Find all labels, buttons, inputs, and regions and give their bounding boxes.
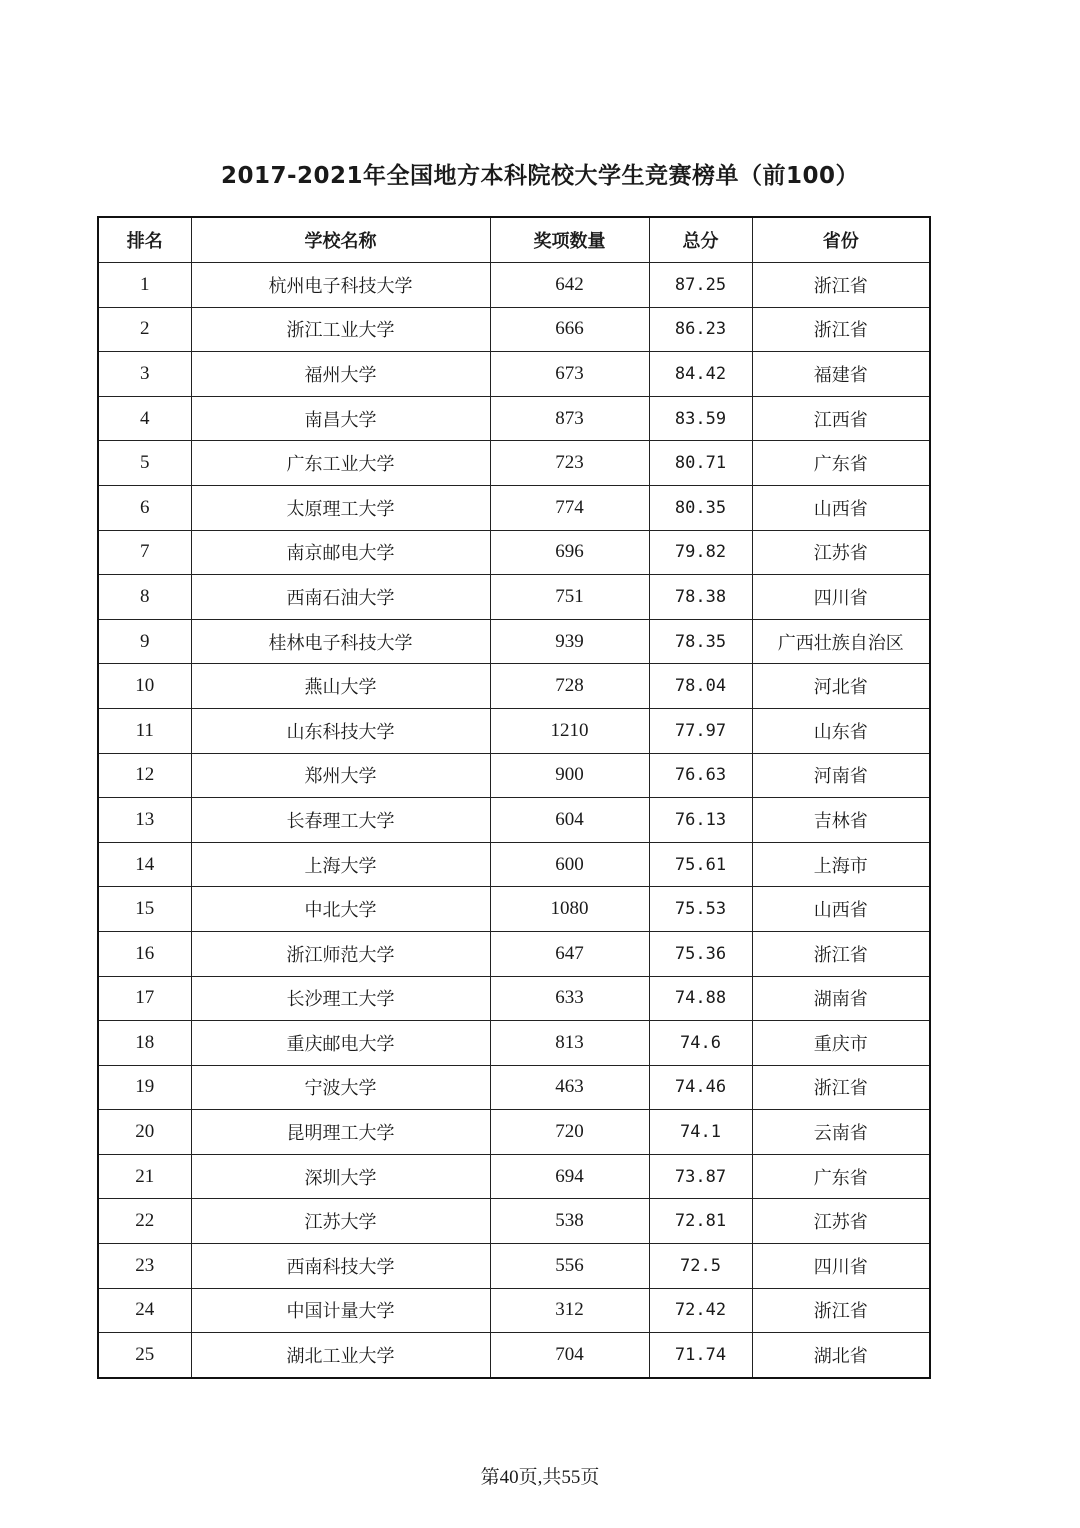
table-row [98, 842, 930, 887]
school-name-cell: 西南科技大学 [191, 1244, 490, 1289]
table-row [98, 263, 930, 308]
page-title: 2017-2021年全国地方本科院校大学生竞赛榜单（前100） [220, 163, 860, 189]
rank-cell: 14 [98, 842, 191, 887]
province-cell: 江西省 [752, 396, 930, 441]
table-row [98, 1021, 930, 1066]
total-score-cell: 76.13 [649, 798, 752, 843]
school-name-cell: 燕山大学 [191, 664, 490, 709]
table-row [98, 441, 930, 486]
total-score-cell: 84.42 [649, 352, 752, 397]
province-cell: 广东省 [752, 1154, 930, 1199]
school-name-cell: 桂林电子科技大学 [191, 619, 490, 664]
header-rank: 排名 [98, 217, 191, 263]
award-count-cell: 556 [490, 1244, 649, 1289]
rank-cell: 23 [98, 1244, 191, 1289]
rank-cell: 5 [98, 441, 191, 486]
rank-cell: 12 [98, 753, 191, 798]
table-row [98, 931, 930, 976]
rank-cell: 21 [98, 1154, 191, 1199]
province-cell: 浙江省 [752, 931, 930, 976]
total-score-cell: 80.35 [649, 485, 752, 530]
table-row [98, 1288, 930, 1333]
rank-cell: 20 [98, 1110, 191, 1155]
rank-cell: 1 [98, 263, 191, 308]
total-score-cell: 75.53 [649, 887, 752, 932]
table-row [98, 485, 930, 530]
table-row [98, 1244, 930, 1289]
total-score-cell: 87.25 [649, 263, 752, 308]
rank-cell: 24 [98, 1288, 191, 1333]
province-cell: 江苏省 [752, 530, 930, 575]
school-name-cell: 江苏大学 [191, 1199, 490, 1244]
school-name-cell: 中国计量大学 [191, 1288, 490, 1333]
province-cell: 江苏省 [752, 1199, 930, 1244]
school-name-cell: 福州大学 [191, 352, 490, 397]
table-row [98, 976, 930, 1021]
province-cell: 浙江省 [752, 1065, 930, 1110]
total-score-cell: 78.04 [649, 664, 752, 709]
award-count-cell: 1080 [490, 887, 649, 932]
table-row [98, 619, 930, 664]
award-count-cell: 604 [490, 798, 649, 843]
rank-cell: 17 [98, 976, 191, 1021]
province-cell: 浙江省 [752, 307, 930, 352]
header-school-name: 学校名称 [191, 217, 490, 263]
school-name-cell: 郑州大学 [191, 753, 490, 798]
award-count-cell: 696 [490, 530, 649, 575]
school-name-cell: 上海大学 [191, 842, 490, 887]
rank-cell: 25 [98, 1333, 191, 1378]
total-score-cell: 80.71 [649, 441, 752, 486]
rank-cell: 11 [98, 708, 191, 753]
province-cell: 四川省 [752, 575, 930, 620]
province-cell: 吉林省 [752, 798, 930, 843]
total-score-cell: 72.81 [649, 1199, 752, 1244]
award-count-cell: 694 [490, 1154, 649, 1199]
province-cell: 山西省 [752, 887, 930, 932]
award-count-cell: 774 [490, 485, 649, 530]
total-score-cell: 78.35 [649, 619, 752, 664]
total-score-cell: 71.74 [649, 1333, 752, 1378]
school-name-cell: 湖北工业大学 [191, 1333, 490, 1378]
rank-cell: 16 [98, 931, 191, 976]
award-count-cell: 723 [490, 441, 649, 486]
award-count-cell: 463 [490, 1065, 649, 1110]
total-score-cell: 75.36 [649, 931, 752, 976]
award-count-cell: 939 [490, 619, 649, 664]
province-cell: 湖北省 [752, 1333, 930, 1378]
total-score-cell: 77.97 [649, 708, 752, 753]
table-row [98, 798, 930, 843]
award-count-cell: 1210 [490, 708, 649, 753]
table-row [98, 352, 930, 397]
table-row [98, 396, 930, 441]
table-row [98, 1199, 930, 1244]
school-name-cell: 浙江工业大学 [191, 307, 490, 352]
rank-cell: 8 [98, 575, 191, 620]
rank-cell: 19 [98, 1065, 191, 1110]
province-cell: 河北省 [752, 664, 930, 709]
rank-cell: 18 [98, 1021, 191, 1066]
table-row [98, 307, 930, 352]
total-score-cell: 74.46 [649, 1065, 752, 1110]
table-row [98, 887, 930, 932]
award-count-cell: 600 [490, 842, 649, 887]
rank-cell: 22 [98, 1199, 191, 1244]
award-count-cell: 720 [490, 1110, 649, 1155]
page-number: 第40页,共55页 [480, 1467, 600, 1488]
school-name-cell: 南京邮电大学 [191, 530, 490, 575]
school-name-cell: 长春理工大学 [191, 798, 490, 843]
table-row [98, 708, 930, 753]
table-row [98, 530, 930, 575]
school-name-cell: 浙江师范大学 [191, 931, 490, 976]
rank-cell: 4 [98, 396, 191, 441]
award-count-cell: 751 [490, 575, 649, 620]
total-score-cell: 76.63 [649, 753, 752, 798]
award-count-cell: 647 [490, 931, 649, 976]
ranking-table [97, 216, 931, 1379]
province-cell: 云南省 [752, 1110, 930, 1155]
province-cell: 浙江省 [752, 263, 930, 308]
total-score-cell: 74.88 [649, 976, 752, 1021]
province-cell: 广西壮族自治区 [752, 619, 930, 664]
total-score-cell: 75.61 [649, 842, 752, 887]
school-name-cell: 杭州电子科技大学 [191, 263, 490, 308]
school-name-cell: 南昌大学 [191, 396, 490, 441]
school-name-cell: 山东科技大学 [191, 708, 490, 753]
table-row [98, 1333, 930, 1378]
header-province: 省份 [752, 217, 930, 263]
award-count-cell: 666 [490, 307, 649, 352]
award-count-cell: 704 [490, 1333, 649, 1378]
province-cell: 浙江省 [752, 1288, 930, 1333]
table-row [98, 1065, 930, 1110]
table-row [98, 1154, 930, 1199]
header-award-count: 奖项数量 [490, 217, 649, 263]
table-row [98, 753, 930, 798]
header-total-score: 总分 [649, 217, 752, 263]
award-count-cell: 633 [490, 976, 649, 1021]
award-count-cell: 873 [490, 396, 649, 441]
rank-cell: 15 [98, 887, 191, 932]
school-name-cell: 昆明理工大学 [191, 1110, 490, 1155]
school-name-cell: 太原理工大学 [191, 485, 490, 530]
award-count-cell: 538 [490, 1199, 649, 1244]
total-score-cell: 83.59 [649, 396, 752, 441]
total-score-cell: 72.5 [649, 1244, 752, 1289]
rank-cell: 13 [98, 798, 191, 843]
total-score-cell: 78.38 [649, 575, 752, 620]
total-score-cell: 86.23 [649, 307, 752, 352]
province-cell: 湖南省 [752, 976, 930, 1021]
province-cell: 广东省 [752, 441, 930, 486]
award-count-cell: 673 [490, 352, 649, 397]
total-score-cell: 72.42 [649, 1288, 752, 1333]
total-score-cell: 73.87 [649, 1154, 752, 1199]
school-name-cell: 长沙理工大学 [191, 976, 490, 1021]
total-score-cell: 74.6 [649, 1021, 752, 1066]
province-cell: 重庆市 [752, 1021, 930, 1066]
province-cell: 山西省 [752, 485, 930, 530]
award-count-cell: 728 [490, 664, 649, 709]
rank-cell: 7 [98, 530, 191, 575]
school-name-cell: 重庆邮电大学 [191, 1021, 490, 1066]
school-name-cell: 宁波大学 [191, 1065, 490, 1110]
school-name-cell: 中北大学 [191, 887, 490, 932]
rank-cell: 6 [98, 485, 191, 530]
rank-cell: 2 [98, 307, 191, 352]
rank-cell: 9 [98, 619, 191, 664]
award-count-cell: 642 [490, 263, 649, 308]
province-cell: 上海市 [752, 842, 930, 887]
school-name-cell: 西南石油大学 [191, 575, 490, 620]
total-score-cell: 74.1 [649, 1110, 752, 1155]
province-cell: 河南省 [752, 753, 930, 798]
award-count-cell: 813 [490, 1021, 649, 1066]
rank-cell: 10 [98, 664, 191, 709]
school-name-cell: 广东工业大学 [191, 441, 490, 486]
school-name-cell: 深圳大学 [191, 1154, 490, 1199]
table-row [98, 664, 930, 709]
award-count-cell: 900 [490, 753, 649, 798]
table-row [98, 1110, 930, 1155]
table-header-row [98, 217, 930, 263]
total-score-cell: 79.82 [649, 530, 752, 575]
province-cell: 四川省 [752, 1244, 930, 1289]
award-count-cell: 312 [490, 1288, 649, 1333]
rank-cell: 3 [98, 352, 191, 397]
table-row [98, 575, 930, 620]
province-cell: 福建省 [752, 352, 930, 397]
province-cell: 山东省 [752, 708, 930, 753]
